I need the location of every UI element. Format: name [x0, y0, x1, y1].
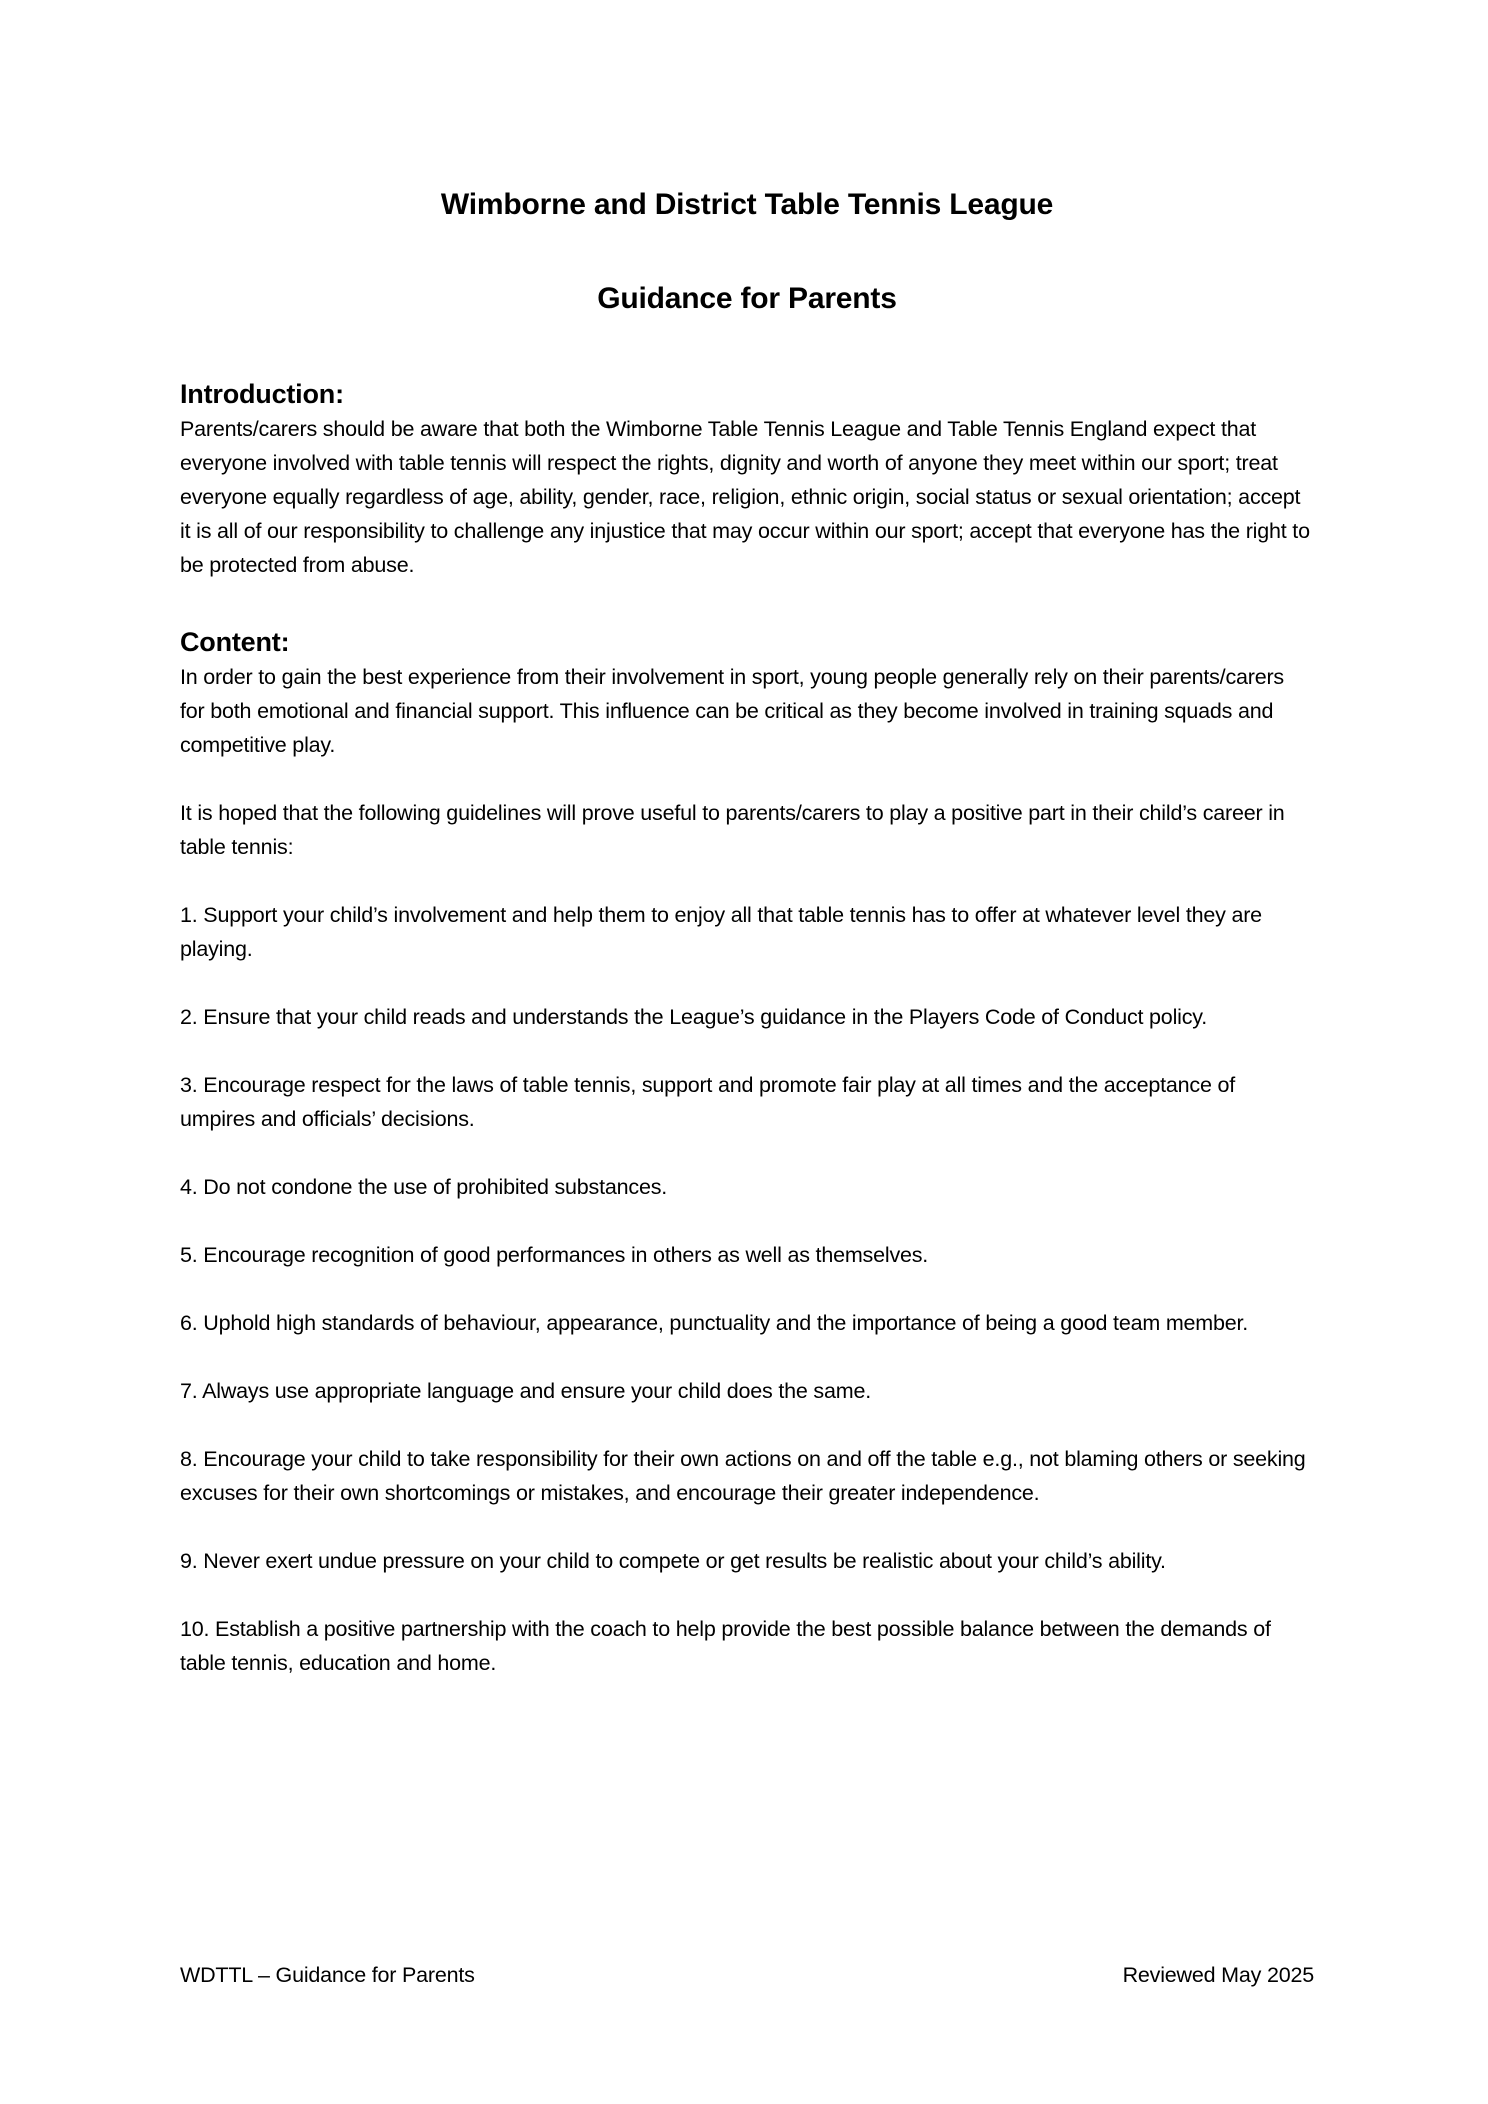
content-paragraph: In order to gain the best experience from their involvement in sport, young people generally rely on their parents/carers for both emotional and financial support. This influence can be critical as they become involved in training squads and competitive play. — [180, 665, 1284, 757]
page-footer — [180, 1958, 1314, 1992]
guideline-item-9: 9. Never exert undue pressure on your child to compete or get results be realistic about your child’s ability. — [180, 1549, 1166, 1573]
footer-document-label: WDTTL – Guidance for Parents — [180, 1963, 475, 1987]
document-title: Wimborne and District Table Tennis League — [440, 188, 1054, 221]
introduction-paragraph: Parents/carers should be aware that both the Wimborne Table Tennis League and Table Tennis England expect that everyone involved with table tennis will respect the rights, dignity and worth of anyone they meet within our sport; treat everyone equally regardless of age, ability, gender, race, religion, ethnic origin, social status or sexual orientation; accept it is all of our responsibility to challenge any injustice that may occur within our sport; accept that everyone has the right to be protected from abuse. — [180, 417, 1310, 577]
guideline-item-6: 6. Uphold high standards of behaviour, appearance, punctuality and the importance of being a good team member. — [180, 1311, 1249, 1335]
guideline-item-8: 8. Encourage your child to take responsibility for their own actions on and off the table e.g., not blaming others or seeking excuses for their own shortcomings or mistakes, and encourage their greater independence. — [180, 1447, 1306, 1505]
content-heading: Content: — [180, 627, 290, 657]
guideline-item-7: 7. Always use appropriate language and ensure your child does the same. — [180, 1379, 871, 1403]
guideline-item-10: 10. Establish a positive partnership with the coach to help provide the best possible balance between the demands of table tennis, education and home. — [180, 1617, 1271, 1675]
guideline-item-5: 5. Encourage recognition of good performances in others as well as themselves. — [180, 1243, 929, 1267]
guideline-item-1: 1. Support your child’s involvement and help them to enjoy all that table tennis has to offer at whatever level they are playing. — [180, 903, 1262, 961]
content-paragraph: It is hoped that the following guidelines will prove useful to parents/carers to play a positive part in their child’s career in table tennis: — [180, 801, 1285, 859]
footer-review-date: Reviewed May 2025 — [1122, 1963, 1314, 1987]
guideline-item-2: 2. Ensure that your child reads and understands the League’s guidance in the Players Code of Conduct policy. — [180, 1005, 1207, 1029]
guideline-item-3: 3. Encourage respect for the laws of table tennis, support and promote fair play at all times and the acceptance of umpires and officials’ decisions. — [180, 1073, 1236, 1131]
document-subtitle: Guidance for Parents — [597, 282, 897, 315]
introduction-heading: Introduction: — [180, 379, 344, 409]
guideline-item-4: 4. Do not condone the use of prohibited substances. — [180, 1175, 668, 1199]
